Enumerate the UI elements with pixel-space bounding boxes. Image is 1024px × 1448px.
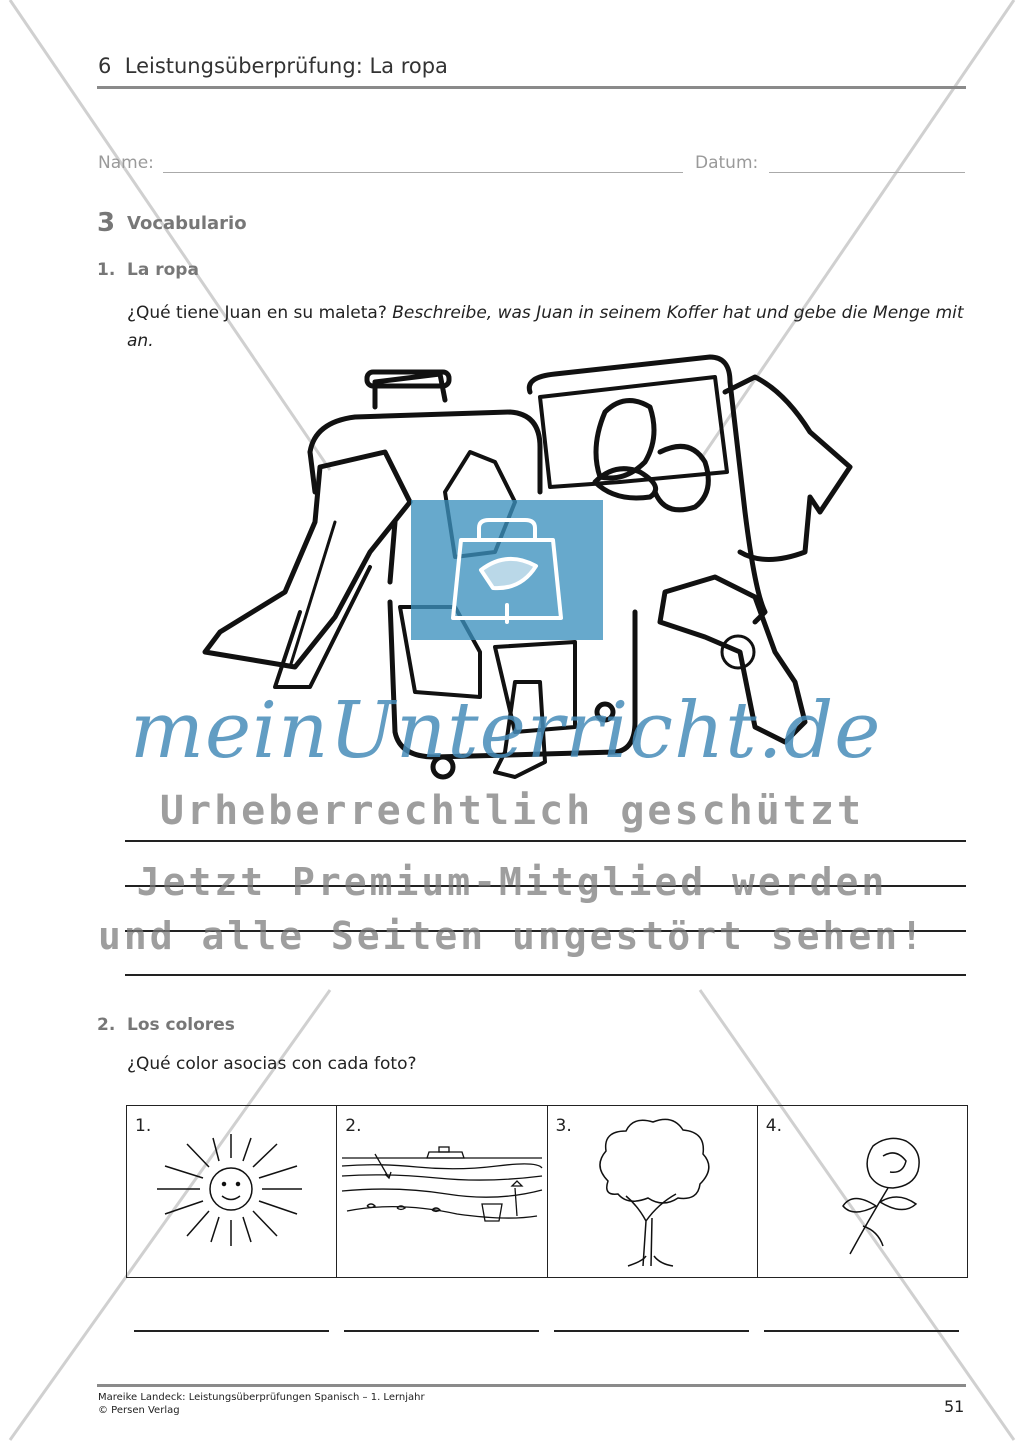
picture-cell-rose: [758, 1106, 967, 1277]
section-title: Vocabulario: [127, 213, 247, 234]
picture-number: 4.: [765, 1116, 782, 1136]
picture-cell-tree: [548, 1106, 758, 1277]
picture-number: 1.: [135, 1116, 152, 1136]
answer-line[interactable]: [125, 840, 966, 842]
footer-rule: [97, 1384, 966, 1387]
watermark-logo: meinUnterricht.de: [130, 686, 882, 776]
header-rule: [97, 86, 966, 89]
footer-credits: [98, 1391, 425, 1417]
task2-question: ¿Qué color asocias con cada foto?: [127, 1054, 417, 1074]
name-field[interactable]: [163, 172, 683, 173]
color-answer-line-4[interactable]: [764, 1330, 959, 1332]
header-title: Leistungsüberprüfung: La ropa: [124, 54, 448, 78]
task2-title: Los colores: [127, 1015, 235, 1035]
footer-author: Mareike Landeck: Leistungsüberprüfungen Spanisch – 1. Lernjahr: [98, 1392, 425, 1403]
task1-title: La ropa: [127, 260, 199, 280]
task1-instruction: Beschreibe, was Juan in seinem Koffer hat und gebe die Menge mit an.: [127, 303, 964, 351]
task2-number: 2.: [97, 1015, 116, 1035]
date-field[interactable]: [769, 172, 965, 173]
date-label: Datum:: [695, 153, 759, 173]
rose-icon: [758, 1106, 967, 1277]
page-number: 51: [944, 1397, 965, 1416]
picture-cell-sun: [127, 1106, 337, 1277]
color-answer-line-1[interactable]: [134, 1330, 329, 1332]
watermark-premium-line2: und alle Seiten ungestört sehen!: [97, 914, 927, 958]
beach-icon: [337, 1106, 546, 1277]
picture-number: 3.: [555, 1116, 572, 1136]
color-answer-line-3[interactable]: [554, 1330, 749, 1332]
answer-line[interactable]: [125, 974, 966, 976]
chapter-number: 6: [98, 54, 112, 78]
footer-publisher: © Persen Verlag: [98, 1405, 180, 1416]
picture-cell-beach: [337, 1106, 547, 1277]
picture-number: 2.: [345, 1116, 362, 1136]
bag-icon: [411, 500, 603, 640]
name-label: Name:: [98, 153, 154, 173]
page-header: [98, 54, 448, 78]
tree-icon: [548, 1106, 757, 1277]
task1-number: 1.: [97, 260, 116, 280]
watermark-copyright: Urheberrechtlich geschützt: [159, 788, 865, 834]
task1-instructions: [127, 299, 972, 355]
task1-question: ¿Qué tiene Juan en su maleta?: [127, 303, 387, 323]
watermark-logo-box: [411, 500, 603, 640]
watermark-premium-line1: Jetzt Premium-Mitglied werden: [136, 860, 888, 904]
color-picture-grid: [126, 1105, 968, 1278]
color-answer-line-2[interactable]: [344, 1330, 539, 1332]
sun-icon: [127, 1106, 336, 1277]
section-number: 3: [97, 208, 116, 238]
